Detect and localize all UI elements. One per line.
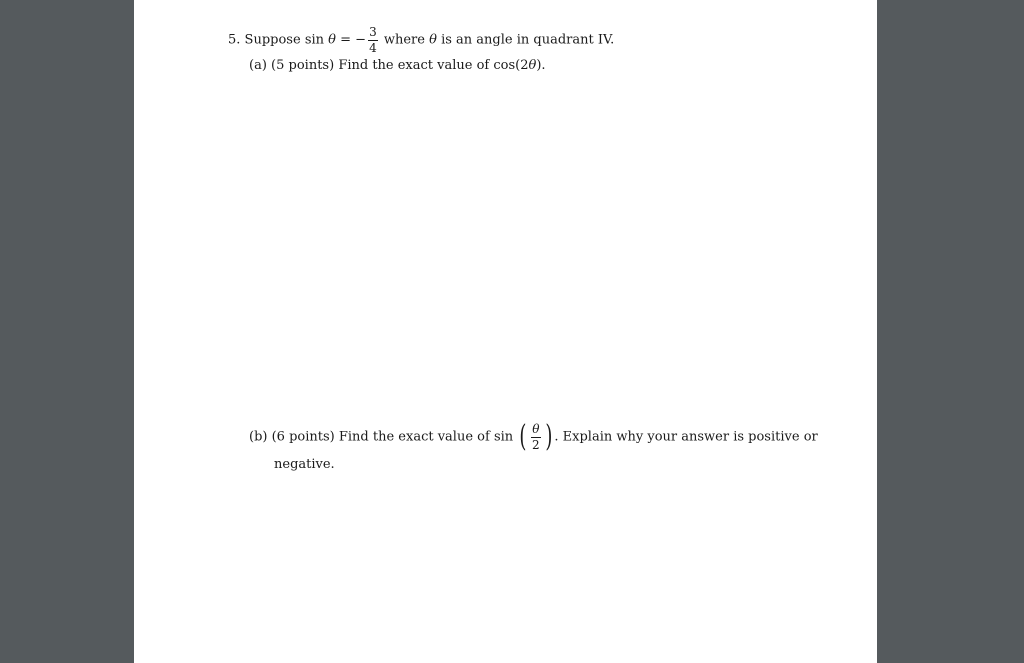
- part-a-expression: [493, 58, 545, 73]
- left-paren: (: [519, 419, 527, 454]
- sin-function: sin: [304, 32, 325, 48]
- equals-sign: =: [340, 32, 352, 48]
- cos-expression-end: ).: [536, 58, 546, 73]
- theta-symbol-2: θ: [429, 32, 437, 48]
- right-paren: ): [545, 419, 553, 454]
- problem-5-statement: [228, 26, 614, 54]
- part-b-continuation: negative.: [274, 457, 335, 472]
- problem-intro: Suppose: [244, 32, 301, 48]
- quadrant-text: is an angle in quadrant IV.: [441, 32, 615, 48]
- part-b-explain: Explain why your answer is positive or: [562, 429, 818, 445]
- cos-expression-start: cos(2: [493, 58, 529, 73]
- fraction-b-numerator: θ: [532, 421, 540, 436]
- where-text: where: [383, 32, 425, 48]
- fraction-theta-over-two: [531, 423, 541, 451]
- problem-number: 5.: [228, 32, 241, 48]
- theta-symbol: θ: [328, 32, 336, 48]
- period: .: [554, 429, 559, 445]
- fraction-three-fourths: [368, 26, 378, 54]
- document-page: [134, 0, 877, 663]
- minus-sign: −: [355, 32, 367, 48]
- fraction-b-denominator: 2: [532, 437, 540, 452]
- part-b-label: (b): [249, 429, 268, 445]
- part-a-label: (a): [249, 58, 267, 73]
- part-a: [249, 59, 546, 72]
- fraction-denominator: 4: [369, 40, 377, 55]
- part-a-points: (5 points): [271, 58, 335, 73]
- part-b: [249, 419, 818, 454]
- sin-function-b: sin: [493, 429, 514, 445]
- fraction-numerator: 3: [369, 25, 377, 39]
- theta-symbol-3: θ: [528, 58, 537, 73]
- part-a-text: Find the exact value of: [338, 58, 490, 73]
- part-b-points: (6 points): [271, 429, 335, 445]
- part-b-text: Find the exact value of: [338, 429, 490, 445]
